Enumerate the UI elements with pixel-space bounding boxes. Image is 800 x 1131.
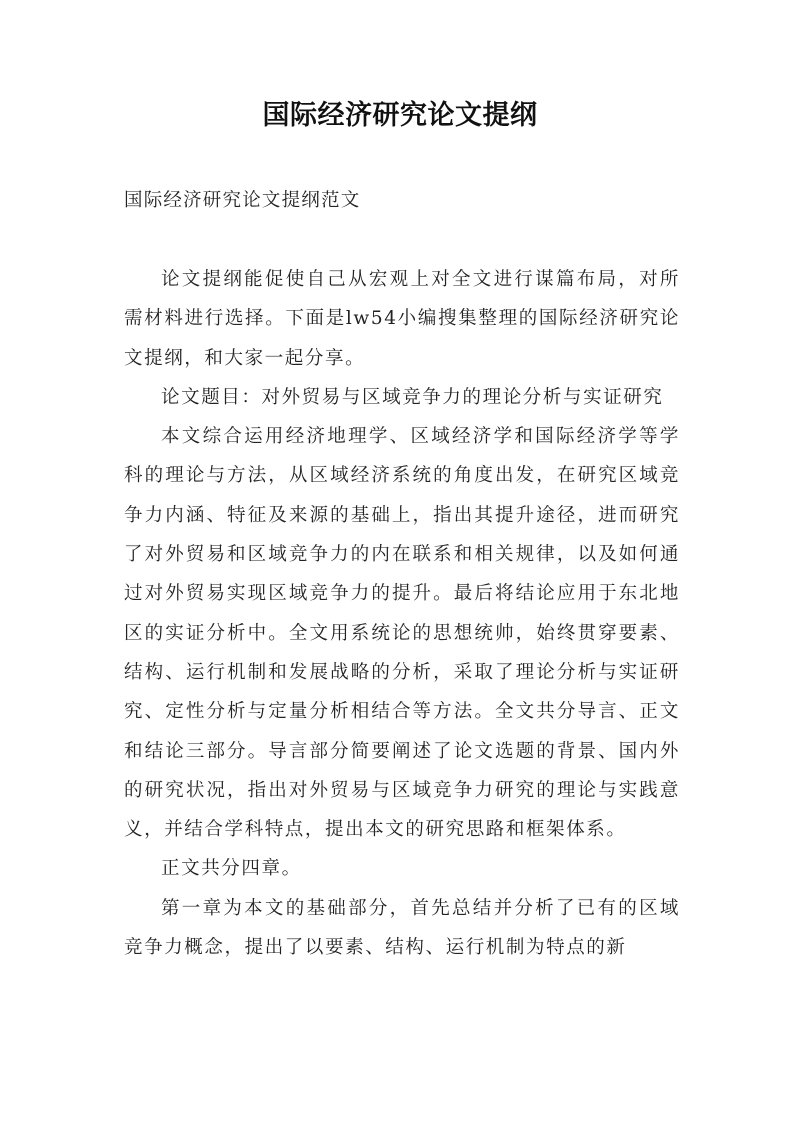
document-subtitle: 国际经济研究论文提纲范文 <box>124 190 361 211</box>
paragraph-chapter-one: 第一章为本文的基础部分，首先总结并分析了已有的区域竞争力概念，提出了以要素、结构、运行机制为特点的新 <box>124 897 680 959</box>
paragraph-intro: 论文提纲能促使自己从宏观上对全文进行谋篇布局，对所需材料进行选择。下面是lw54小编搜集整理的国际经济研究论文提纲，和大家一起分享。 <box>124 269 680 369</box>
paragraph-abstract: 本文综合运用经济地理学、区域经济学和国际经济学等学科的理论与方法，从区域经济系统的角度出发，在研究区域竞争力内涵、特征及来源的基础上，指出其提升途径，进而研究了对外贸易和区域竞争力的内在联系和相关规律，以及如何通过对外贸易实现区域竞争力的提升。最后将结论应用于东北地区的实证分析中。全文用系统论的思想统帅，始终贯穿要素、结构、运行机制和发展战略的分析，采取了理论分析与实证研究、定性分析与定量分析相结合等方法。全文共分导言、正文和结论三部分。导言部分简要阐述了论文选题的背景、国内外的研究状况，指出对外贸易与区域竞争力研究的理论与实践意义，并结合学科特点，提出本文的研究思路和框架体系。 <box>124 426 680 841</box>
document-title: 国际经济研究论文提纲 <box>262 100 538 131</box>
document-body <box>124 260 680 967</box>
paragraph-thesis-title: 论文题目：对外贸易与区域竞争力的理论分析与实证研究 <box>161 386 664 408</box>
paragraph-chapters: 正文共分四章。 <box>161 858 302 880</box>
